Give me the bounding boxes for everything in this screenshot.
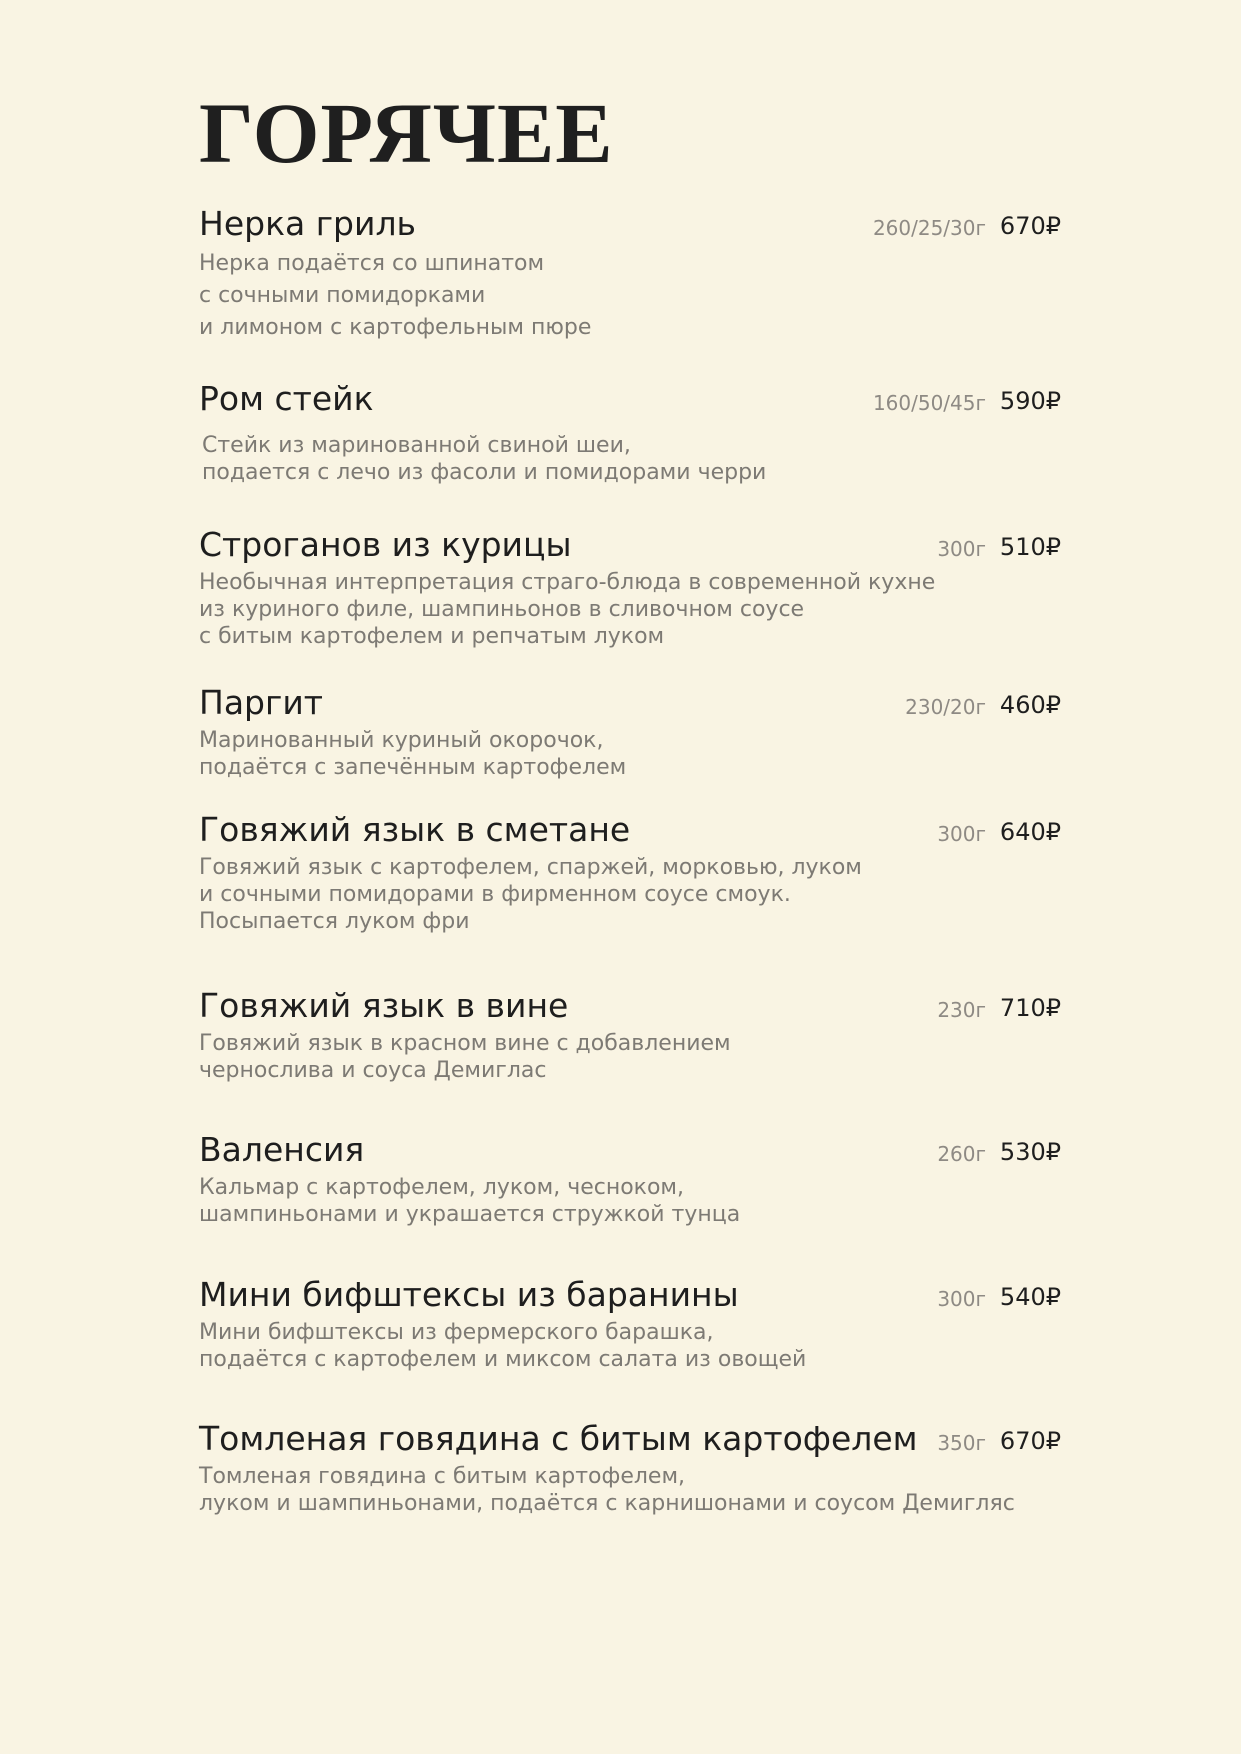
menu-item-header xyxy=(199,204,1061,248)
dish-price: 460₽ xyxy=(999,691,1061,719)
dish-price: 590₽ xyxy=(999,387,1061,415)
menu-item xyxy=(199,1130,1061,1228)
dish-weight: 300г xyxy=(937,1287,986,1311)
dish-description-line: с битым картофелем и репчатым луком xyxy=(199,624,665,649)
menu-item-header xyxy=(199,525,1061,569)
dish-description-line: Нерка подаётся со шпинатом xyxy=(199,251,545,276)
dish-price: 510₽ xyxy=(999,533,1061,561)
dish-description xyxy=(199,1174,1061,1228)
dish-price: 540₽ xyxy=(999,1283,1061,1311)
dish-name: Говяжий язык в сметане xyxy=(199,810,631,849)
dish-name: Говяжий язык в вине xyxy=(199,986,569,1025)
dish-name: Нерка гриль xyxy=(199,204,416,243)
menu-item xyxy=(199,525,1061,650)
dish-name: Томленая говядина с битым картофелем xyxy=(199,1419,918,1458)
dish-name: Паргит xyxy=(199,683,323,722)
menu-item xyxy=(199,683,1061,781)
dish-description-line: Необычная интерпретация страго-блюда в современной кухне xyxy=(199,570,936,595)
dish-description-line: чернослива и соуса Демиглас xyxy=(199,1058,547,1083)
dish-name: Мини бифштексы из баранины xyxy=(199,1275,739,1314)
menu-item xyxy=(199,204,1061,344)
dish-description-line: Маринованный куриный окорочок, xyxy=(199,728,604,753)
dish-description xyxy=(199,854,1061,935)
dish-weight: 350г xyxy=(937,1431,986,1455)
menu-item-header xyxy=(199,1275,1061,1319)
dish-name: Строганов из курицы xyxy=(199,525,572,564)
dish-weight: 260/25/30г xyxy=(872,216,986,240)
dish-description-line: Стейк из маринованной свиной шеи, xyxy=(202,433,631,458)
dish-description-line: Говяжий язык в красном вине с добавлением xyxy=(199,1031,731,1056)
dish-description-line: шампиньонами и украшается стружкой тунца xyxy=(199,1202,741,1227)
menu-item xyxy=(199,810,1061,935)
dish-description-line: и сочными помидорами в фирменном соусе смоук. xyxy=(199,882,791,907)
dish-weight: 230г xyxy=(937,998,986,1022)
dish-description-line: Посыпается луком фри xyxy=(199,909,470,934)
dish-description-line: Кальмар с картофелем, луком, чесноком, xyxy=(199,1175,685,1200)
dish-description-line: с сочными помидорками xyxy=(199,283,486,308)
page-title: ГОРЯЧЕЕ xyxy=(199,85,614,181)
dish-weight: 300г xyxy=(937,537,986,561)
dish-description-line: луком и шампиньонами, подаётся с карнишонами и соусом Демигляс xyxy=(199,1491,1015,1516)
dish-description xyxy=(199,432,1061,486)
dish-description-line: Говяжий язык с картофелем, спаржей, морковью, луком xyxy=(199,855,862,880)
dish-description-line: Мини бифштексы из фермерского барашка, xyxy=(199,1320,714,1345)
dish-price: 670₽ xyxy=(999,1427,1061,1455)
dish-description-line: подаётся с запечённым картофелем xyxy=(199,755,627,780)
dish-description-line: подаётся с картофелем и миксом салата из овощей xyxy=(199,1347,807,1372)
dish-price: 640₽ xyxy=(999,818,1061,846)
dish-weight: 160/50/45г xyxy=(872,391,986,415)
dish-price: 710₽ xyxy=(999,994,1061,1022)
menu-item xyxy=(199,379,1061,486)
dish-description-line: Томленая говядина с битым картофелем, xyxy=(199,1464,686,1489)
dish-name: Валенсия xyxy=(199,1130,365,1169)
dish-weight: 300г xyxy=(937,822,986,846)
dish-description-line: из куриного филе, шампиньонов в сливочном соусе xyxy=(199,597,805,622)
dish-description xyxy=(199,248,1061,344)
menu-item xyxy=(199,986,1061,1084)
dish-price: 670₽ xyxy=(999,212,1061,240)
dish-price: 530₽ xyxy=(999,1138,1061,1166)
dish-description xyxy=(199,569,1061,650)
menu-item-header xyxy=(199,683,1061,727)
dish-description xyxy=(199,1463,1061,1517)
menu-item-header xyxy=(199,986,1061,1030)
dish-description xyxy=(199,727,1061,781)
dish-name: Ром стейк xyxy=(199,379,374,418)
menu-item-header xyxy=(199,810,1061,854)
dish-weight: 260г xyxy=(937,1142,986,1166)
dish-weight: 230/20г xyxy=(905,695,986,719)
dish-description xyxy=(199,1319,1061,1373)
menu-item xyxy=(199,1419,1061,1517)
menu-item-header xyxy=(199,379,1061,432)
dish-description xyxy=(199,1030,1061,1084)
menu-item xyxy=(199,1275,1061,1373)
dish-description-line: подается с лечо из фасоли и помидорами черри xyxy=(202,460,767,485)
menu-item-header xyxy=(199,1130,1061,1174)
dish-description-line: и лимоном с картофельным пюре xyxy=(199,315,592,340)
menu-item-header xyxy=(199,1419,1061,1463)
